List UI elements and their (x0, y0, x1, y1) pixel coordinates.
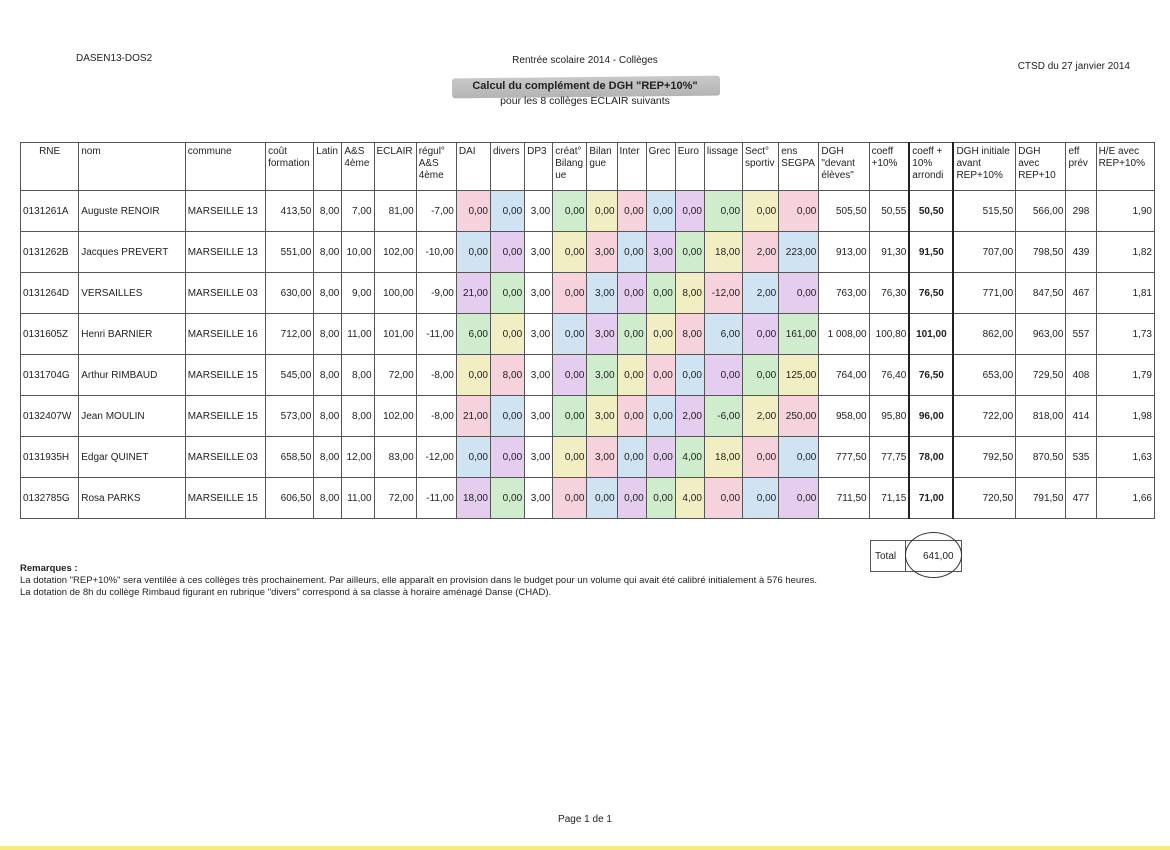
table-cell: 720,50 (953, 478, 1015, 519)
table-cell: 3,00 (525, 232, 553, 273)
table-cell: 7,00 (342, 191, 374, 232)
table-row (21, 478, 1155, 519)
bottom-highlight-edge (0, 846, 1170, 850)
table-cell: 18,00 (456, 478, 490, 519)
column-header: lissage (704, 143, 742, 191)
table-cell: 0132407W (21, 396, 79, 437)
table-cell: Rosa PARKS (79, 478, 185, 519)
table-cell: 818,00 (1016, 396, 1066, 437)
table-cell: 0131261A (21, 191, 79, 232)
table-cell: 545,00 (266, 355, 314, 396)
table-cell: 223,00 (779, 232, 819, 273)
table-cell: 847,50 (1016, 273, 1066, 314)
table-cell: 0,00 (675, 191, 704, 232)
table-cell: MARSEILLE 03 (185, 273, 265, 314)
table-cell: 0,00 (456, 191, 490, 232)
table-cell: 102,00 (374, 396, 416, 437)
table-cell: 21,00 (456, 396, 490, 437)
table-cell: 566,00 (1016, 191, 1066, 232)
table-cell: 0,00 (743, 437, 779, 478)
table-cell: 4,00 (675, 478, 704, 519)
table-cell: -8,00 (416, 396, 456, 437)
table-cell: 0,00 (779, 273, 819, 314)
remarks-title: Remarques : (20, 563, 78, 574)
table-cell: 0,00 (491, 232, 525, 273)
table-cell: 1,63 (1096, 437, 1154, 478)
column-header: créat° Bilang ue (553, 143, 587, 191)
table-row (21, 232, 1155, 273)
table-cell: 11,00 (342, 314, 374, 355)
table-cell: 0,00 (491, 478, 525, 519)
table-cell: 870,50 (1016, 437, 1066, 478)
column-header: ECLAIR (374, 143, 416, 191)
table-cell: 1,66 (1096, 478, 1154, 519)
table-row (21, 191, 1155, 232)
table-cell: 0,00 (617, 437, 646, 478)
page-number: Page 1 de 1 (558, 814, 612, 825)
table-cell: 439 (1066, 232, 1096, 273)
table-cell: 8,00 (314, 273, 342, 314)
table-cell: 125,00 (779, 355, 819, 396)
column-header: Grec (646, 143, 675, 191)
table-row (21, 396, 1155, 437)
table-cell: 3,00 (525, 355, 553, 396)
column-header: coeff + 10% arrondi (909, 143, 953, 191)
table-cell: 0,00 (617, 314, 646, 355)
table-cell: 18,00 (704, 437, 742, 478)
table-cell: 91,50 (909, 232, 953, 273)
table-cell: Jacques PREVERT (79, 232, 185, 273)
table-cell: 8,00 (314, 437, 342, 478)
table-cell: MARSEILLE 13 (185, 191, 265, 232)
remarks-block (20, 563, 817, 599)
table-cell: 0,00 (587, 478, 617, 519)
column-header: coeff +10% (869, 143, 909, 191)
table-cell: 0,00 (646, 191, 675, 232)
table-cell: 467 (1066, 273, 1096, 314)
table-cell: 505,50 (819, 191, 869, 232)
table-cell: 551,00 (266, 232, 314, 273)
table-cell: 3,00 (587, 273, 617, 314)
column-header: commune (185, 143, 265, 191)
table-cell: 3,00 (525, 273, 553, 314)
table-cell: 0131264D (21, 273, 79, 314)
table-cell: 0,00 (491, 437, 525, 478)
table-cell: 963,00 (1016, 314, 1066, 355)
table-cell: 8,00 (314, 478, 342, 519)
table-cell: 0,00 (675, 232, 704, 273)
table-cell: 1,90 (1096, 191, 1154, 232)
table-cell: 791,50 (1016, 478, 1066, 519)
table-cell: MARSEILLE 15 (185, 396, 265, 437)
table-cell: 6,00 (704, 314, 742, 355)
table-cell: 0,00 (553, 355, 587, 396)
table-cell: 81,00 (374, 191, 416, 232)
table-cell: 777,50 (819, 437, 869, 478)
column-header: DP3 (525, 143, 553, 191)
table-cell: 0,00 (553, 396, 587, 437)
table-cell: 8,00 (314, 314, 342, 355)
table-cell: 0,00 (491, 191, 525, 232)
table-cell: 76,30 (869, 273, 909, 314)
table-cell: 573,00 (266, 396, 314, 437)
table-cell: 298 (1066, 191, 1096, 232)
table-cell: -8,00 (416, 355, 456, 396)
table-cell: 606,50 (266, 478, 314, 519)
table-cell: 557 (1066, 314, 1096, 355)
table-cell: Henri BARNIER (79, 314, 185, 355)
table-cell: 862,00 (953, 314, 1015, 355)
table-cell: 0,00 (617, 273, 646, 314)
table-row (21, 355, 1155, 396)
table-cell: 0,00 (743, 191, 779, 232)
column-header: Bilan gue (587, 143, 617, 191)
table-cell: 792,50 (953, 437, 1015, 478)
column-header: DAI (456, 143, 490, 191)
table-cell: 100,80 (869, 314, 909, 355)
table-cell: -12,00 (416, 437, 456, 478)
table-cell: -12,00 (704, 273, 742, 314)
table-cell: 6,00 (456, 314, 490, 355)
table-cell: 0,00 (553, 437, 587, 478)
table-cell: 0,00 (704, 478, 742, 519)
column-header: Inter (617, 143, 646, 191)
table-cell: 8,00 (314, 232, 342, 273)
header-right-date: CTSD du 27 janvier 2014 (1017, 61, 1130, 72)
table-cell: Arthur RIMBAUD (79, 355, 185, 396)
table-cell: 0131935H (21, 437, 79, 478)
table-cell: 0,00 (617, 232, 646, 273)
table-row (21, 437, 1155, 478)
table-cell: 1,98 (1096, 396, 1154, 437)
table-cell: 0132785G (21, 478, 79, 519)
table-cell: 408 (1066, 355, 1096, 396)
table-cell: 0,00 (646, 396, 675, 437)
table-cell: 1,79 (1096, 355, 1154, 396)
table-cell: 414 (1066, 396, 1096, 437)
column-header: nom (79, 143, 185, 191)
table-cell: Edgar QUINET (79, 437, 185, 478)
table-cell: 101,00 (374, 314, 416, 355)
table-cell: 2,00 (743, 232, 779, 273)
table-cell: 102,00 (374, 232, 416, 273)
table-cell: MARSEILLE 03 (185, 437, 265, 478)
column-header: Euro (675, 143, 704, 191)
column-header: régul° A&S 4ème (416, 143, 456, 191)
table-cell: 101,00 (909, 314, 953, 355)
table-cell: 71,00 (909, 478, 953, 519)
table-cell: 0,00 (456, 232, 490, 273)
table-cell: 8,00 (314, 191, 342, 232)
table-cell: 8,00 (314, 396, 342, 437)
table-cell: Auguste RENOIR (79, 191, 185, 232)
remarks-line-1: La dotation "REP+10%" sera ventilée à ces collèges très prochainement. Par ailleurs, elle apparaît en provision dans le budget pour un volume qui avait été calibré initialement à 576 heures. (20, 575, 818, 586)
table-cell: 3,00 (587, 314, 617, 355)
table-cell: MARSEILLE 16 (185, 314, 265, 355)
document-title: Calcul du complément de DGH "REP+10%" (472, 80, 698, 92)
table-cell: 3,00 (525, 437, 553, 478)
table-cell: 50,50 (909, 191, 953, 232)
table-cell: 1,73 (1096, 314, 1154, 355)
table-cell: 21,00 (456, 273, 490, 314)
table-cell: 0,00 (646, 355, 675, 396)
table-cell: 71,15 (869, 478, 909, 519)
table-cell: 0,00 (743, 314, 779, 355)
table-cell: 0,00 (646, 478, 675, 519)
table-cell: 0,00 (704, 191, 742, 232)
table-cell: -9,00 (416, 273, 456, 314)
column-header: Latin (314, 143, 342, 191)
table-cell: 413,50 (266, 191, 314, 232)
column-header: H/E avec REP+10% (1096, 143, 1154, 191)
table-cell: 91,30 (869, 232, 909, 273)
table-cell: 1,81 (1096, 273, 1154, 314)
table-cell: 0,00 (456, 355, 490, 396)
table-cell: 0,00 (617, 396, 646, 437)
table-cell: 96,00 (909, 396, 953, 437)
table-cell: 0,00 (553, 232, 587, 273)
table-cell: 0,00 (675, 355, 704, 396)
table-cell: 76,50 (909, 355, 953, 396)
table-cell: 83,00 (374, 437, 416, 478)
column-header: Sect° sportiv (743, 143, 779, 191)
table-cell: 0,00 (779, 437, 819, 478)
table-cell: 729,50 (1016, 355, 1066, 396)
table-cell: 0,00 (491, 273, 525, 314)
table-cell: 764,00 (819, 355, 869, 396)
table-cell: 95,80 (869, 396, 909, 437)
table-cell: 50,55 (869, 191, 909, 232)
table-cell: 0,00 (456, 437, 490, 478)
table-cell: 722,00 (953, 396, 1015, 437)
table-header-row (21, 143, 1155, 191)
table-cell: 2,00 (743, 273, 779, 314)
total-value: 641,00 (923, 551, 954, 562)
table-cell: 0,00 (646, 314, 675, 355)
table-cell: 0,00 (587, 191, 617, 232)
table-cell: MARSEILLE 15 (185, 478, 265, 519)
column-header: A&S 4ème (342, 143, 374, 191)
table-cell: 0,00 (646, 437, 675, 478)
table-cell: MARSEILLE 15 (185, 355, 265, 396)
table-cell: 9,00 (342, 273, 374, 314)
table-cell: 3,00 (587, 355, 617, 396)
table-cell: 3,00 (587, 232, 617, 273)
table-cell: 0,00 (491, 314, 525, 355)
table-cell: MARSEILLE 13 (185, 232, 265, 273)
table-cell: 0,00 (617, 355, 646, 396)
table-cell: 77,75 (869, 437, 909, 478)
column-header: coût formation (266, 143, 314, 191)
table-cell: 712,00 (266, 314, 314, 355)
column-header: RNE (21, 143, 79, 191)
column-header: DGH initiale avant REP+10% (953, 143, 1015, 191)
table-cell: 707,00 (953, 232, 1015, 273)
table-cell: 0,00 (743, 478, 779, 519)
table-cell: 0,00 (779, 191, 819, 232)
table-cell: 2,00 (743, 396, 779, 437)
table-cell: 913,00 (819, 232, 869, 273)
table-cell: 711,50 (819, 478, 869, 519)
table-cell: 76,50 (909, 273, 953, 314)
table-row (21, 273, 1155, 314)
table-cell: 0,00 (646, 273, 675, 314)
table-cell: -10,00 (416, 232, 456, 273)
table-cell: 0,00 (704, 355, 742, 396)
column-header: eff prév (1066, 143, 1096, 191)
table-cell: 771,00 (953, 273, 1015, 314)
table-cell: 72,00 (374, 478, 416, 519)
column-header: DGH "devant élèves" (819, 143, 869, 191)
table-cell: 3,00 (587, 437, 617, 478)
remarks-line-2: La dotation de 8h du collège Rimbaud figurant en rubrique "divers" correspond à sa classe à horaire aménagé Danse (CHAD). (20, 587, 552, 598)
table-cell: 1 008,00 (819, 314, 869, 355)
document-subtitle: pour les 8 collèges ECLAIR suivants (500, 95, 670, 107)
table-cell: 100,00 (374, 273, 416, 314)
table-cell: 250,00 (779, 396, 819, 437)
table-cell: 3,00 (646, 232, 675, 273)
table-cell: 515,50 (953, 191, 1015, 232)
dgh-table (20, 142, 1155, 519)
table-cell: 3,00 (525, 314, 553, 355)
table-cell: 763,00 (819, 273, 869, 314)
table-cell: 76,40 (869, 355, 909, 396)
header-left-code: DASEN13-DOS2 (76, 53, 153, 64)
table-cell: -11,00 (416, 314, 456, 355)
table-cell: 0,00 (553, 478, 587, 519)
table-cell: 8,00 (675, 314, 704, 355)
table-cell: 0131262B (21, 232, 79, 273)
table-cell: 4,00 (675, 437, 704, 478)
table-cell: 12,00 (342, 437, 374, 478)
table-cell: 658,50 (266, 437, 314, 478)
table-cell: 2,00 (675, 396, 704, 437)
table-cell: -11,00 (416, 478, 456, 519)
table-cell: 161,00 (779, 314, 819, 355)
table-cell: VERSAILLES (79, 273, 185, 314)
table-cell: Jean MOULIN (79, 396, 185, 437)
table-cell: 8,00 (491, 355, 525, 396)
table-cell: 3,00 (525, 478, 553, 519)
total-circle-mark (905, 532, 962, 578)
table-cell: 0,00 (553, 191, 587, 232)
table-cell: 0,00 (779, 478, 819, 519)
table-cell: 630,00 (266, 273, 314, 314)
table-cell: 0,00 (491, 396, 525, 437)
column-header: ens SEGPA (779, 143, 819, 191)
table-cell: 0,00 (617, 478, 646, 519)
total-label: Total (875, 551, 897, 562)
table-cell: 11,00 (342, 478, 374, 519)
table-cell: 3,00 (525, 191, 553, 232)
table-cell: 8,00 (342, 396, 374, 437)
table-cell: 10,00 (342, 232, 374, 273)
table-cell: 0,00 (553, 273, 587, 314)
column-header: divers (491, 143, 525, 191)
table-cell: 3,00 (587, 396, 617, 437)
table-row (21, 314, 1155, 355)
table-cell: -6,00 (704, 396, 742, 437)
table-cell: 72,00 (374, 355, 416, 396)
column-header: DGH avec REP+10 (1016, 143, 1066, 191)
table-cell: 0,00 (617, 191, 646, 232)
table-cell: 535 (1066, 437, 1096, 478)
table-cell: 0131605Z (21, 314, 79, 355)
header-center-text: Rentrée scolaire 2014 - Collèges (512, 55, 658, 66)
table-cell: 798,50 (1016, 232, 1066, 273)
table-cell: 3,00 (525, 396, 553, 437)
table-cell: 8,00 (342, 355, 374, 396)
table-cell: 18,00 (704, 232, 742, 273)
table-cell: 958,00 (819, 396, 869, 437)
table-cell: 78,00 (909, 437, 953, 478)
table-cell: 1,82 (1096, 232, 1154, 273)
table-cell: 0131704G (21, 355, 79, 396)
table-cell: -7,00 (416, 191, 456, 232)
table-cell: 8,00 (314, 355, 342, 396)
table-cell: 0,00 (743, 355, 779, 396)
table-cell: 0,00 (553, 314, 587, 355)
table-cell: 477 (1066, 478, 1096, 519)
table-cell: 8,00 (675, 273, 704, 314)
table-cell: 653,00 (953, 355, 1015, 396)
